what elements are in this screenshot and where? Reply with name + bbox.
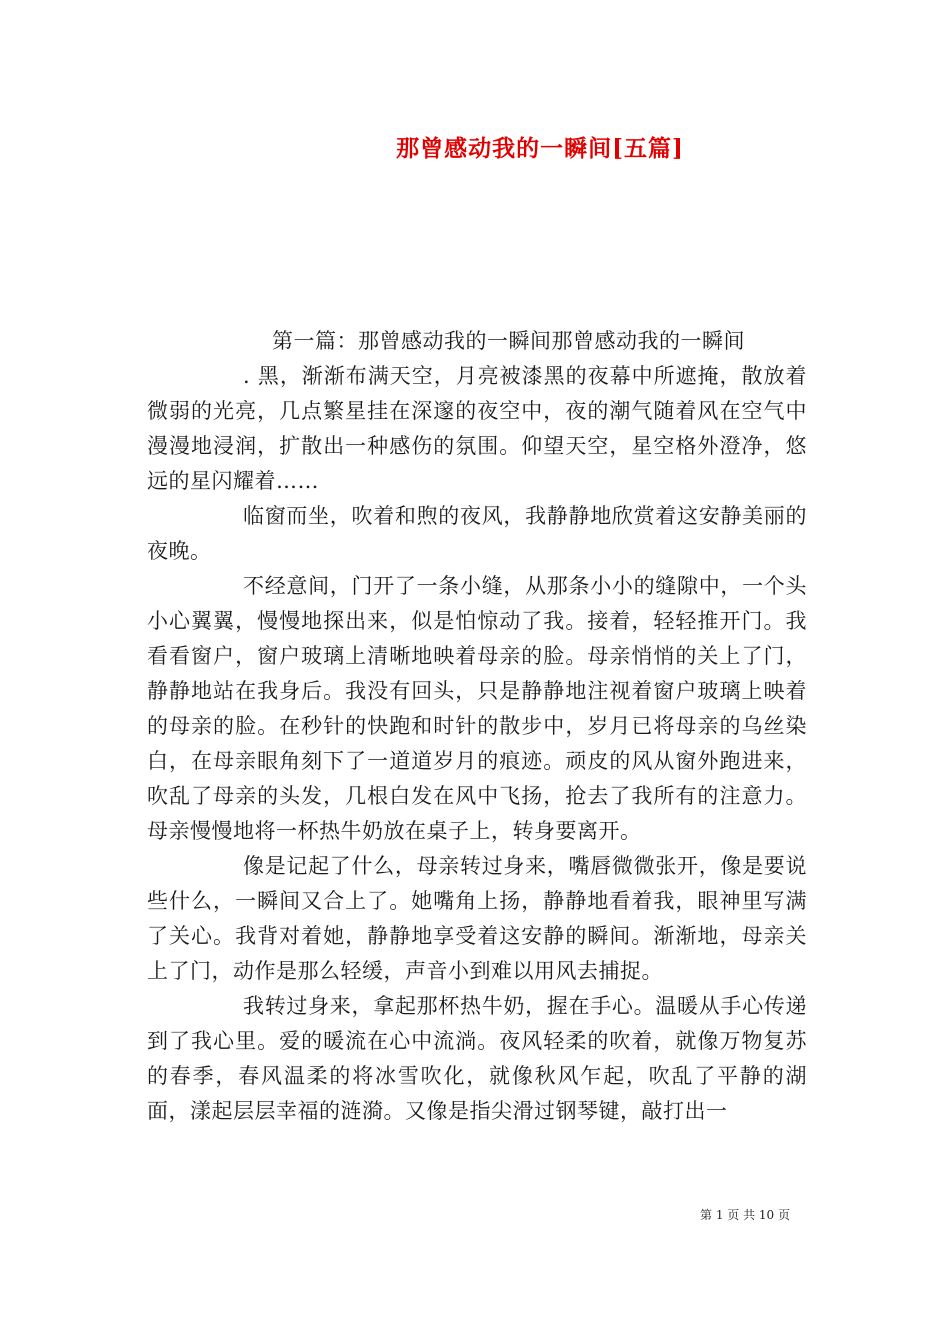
paragraph-3: 不经意间，门开了一条小缝，从那条小小的缝隙中，一个头小心翼翼，慢慢地探出来，似是怕惊动了我。接着，轻轻推开门。我看看窗户，窗户玻璃上清晰地映着母亲的脸。母亲悄悄的关上了门，静静地站在我身后。我没有回头，只是静静地注视着窗户玻璃上映着的母亲的脸。在秒针的快跑和时针的散步中，岁月已将母亲的乌丝染白，在母亲眼角刻下了一道道岁月的痕迹。顽皮的风从窗外跑进来，吹乱了母亲的头发，几根白发在风中飞扬，抢去了我所有的注意力。母亲慢慢地将一杯热牛奶放在桌子上，转身要离开。 (147, 574, 807, 843)
paragraph-5: 我转过身来，拿起那杯热牛奶，握在手心。温暖从手心传递到了我心里。爱的暖流在心中流淌。夜风轻柔的吹着，就像万物复苏的春季，春风温柔的将冰雪吹化，就像秋风乍起，吹乱了平静的湖面，漾起层层幸福的涟漪。又像是指尖滑过钢琴键，敲打出一 (147, 994, 807, 1123)
page-title: 那曾感动我的一瞬间[五篇] (396, 135, 684, 162)
paragraph-1: . 黑，渐渐布满天空，月亮被漆黑的夜幕中所遮掩，散放着微弱的光亮，几点繁星挂在深邃的夜空中，夜的潮气随着风在空气中漫漫地浸润，扩散出一种感伤的氛围。仰望天空，星空格外澄净，悠远的星闪耀着…… (147, 364, 807, 493)
paragraph-2: 临窗而坐，吹着和煦的夜风，我静静地欣赏着这安静美丽的夜晚。 (147, 504, 807, 563)
section-heading: 第一篇：那曾感动我的一瞬间那曾感动我的一瞬间 (272, 329, 745, 353)
page-number-footer: 第 1 页 共 10 页 (700, 1208, 790, 1222)
document-body (147, 324, 807, 1129)
paragraph-4: 像是记起了什么，母亲转过身来，嘴唇微微张开，像是要说些什么，一瞬间又合上了。她嘴角上扬，静静地看着我，眼神里写满了关心。我背对着她，静静地享受着这安静的瞬间。渐渐地，母亲关上了门，动作是那么轻缓，声音小到难以用风去捕捉。 (147, 854, 807, 983)
